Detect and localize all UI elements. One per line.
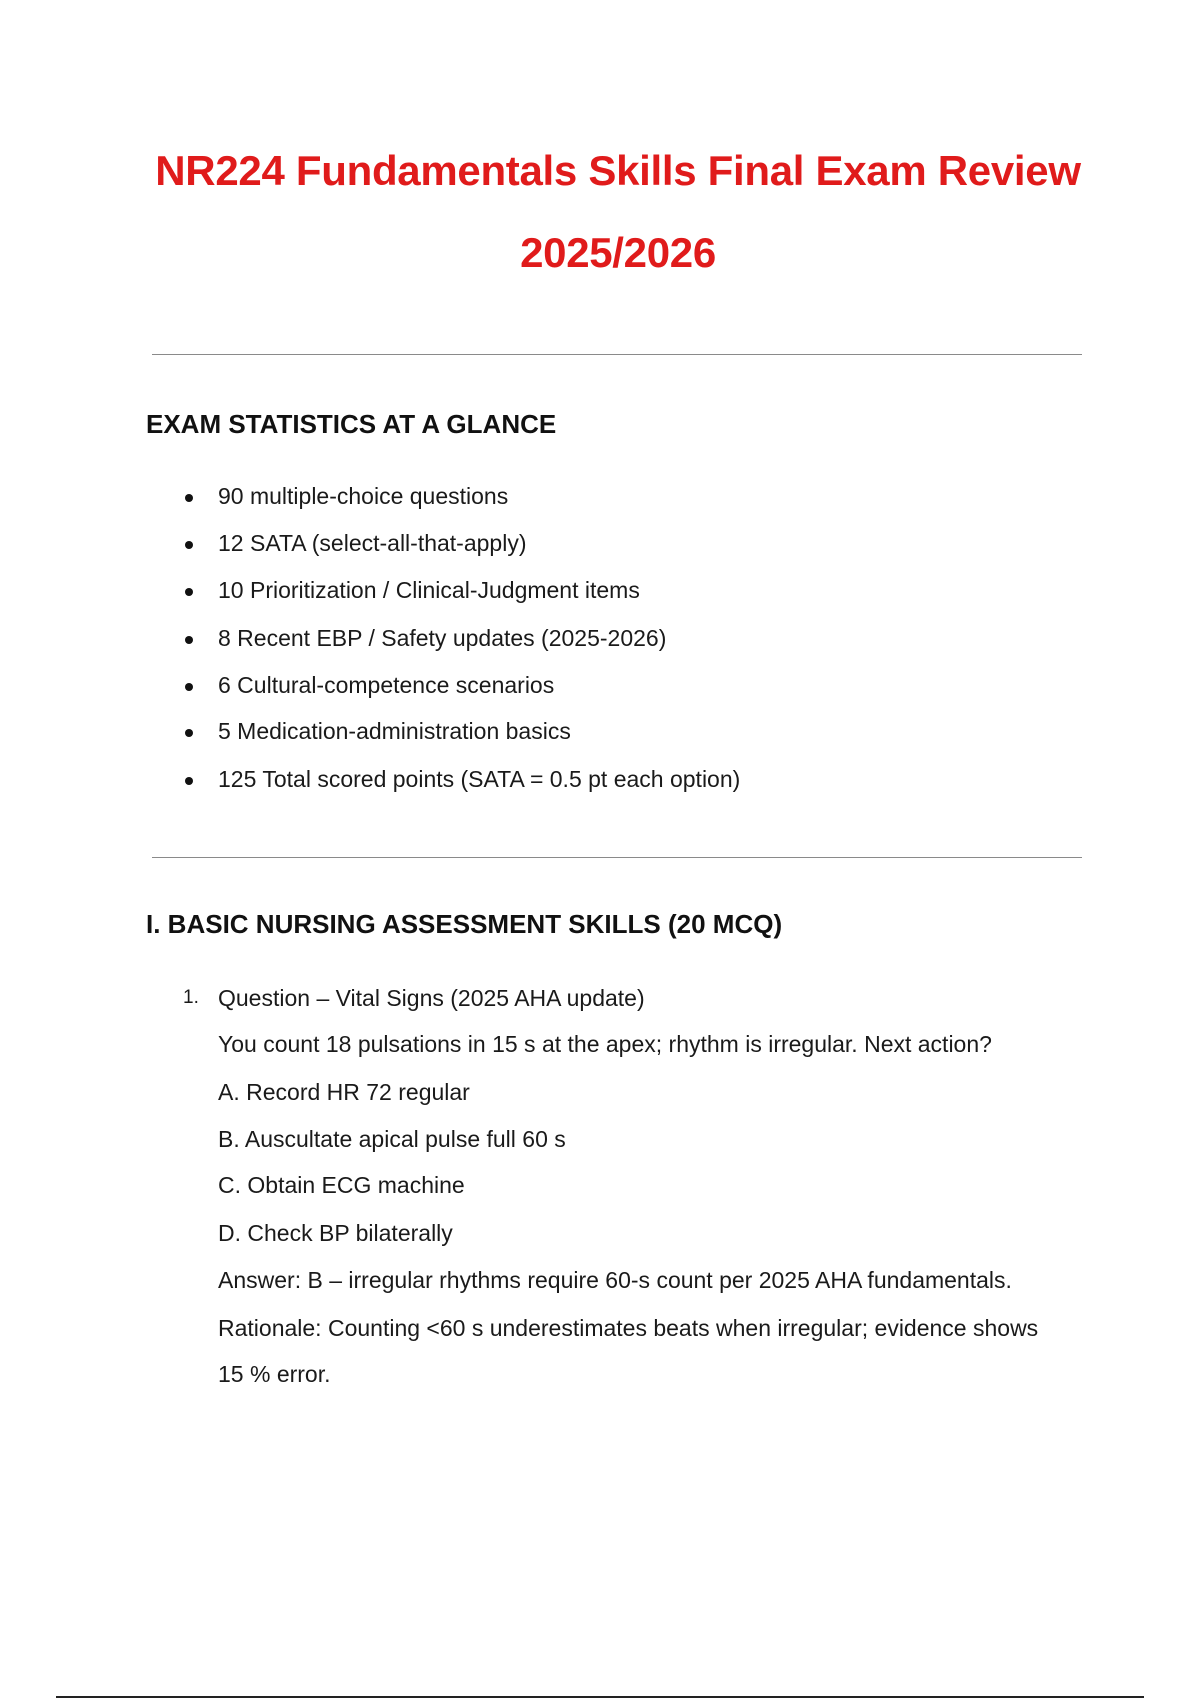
answer-option: A. Record HR 72 regular: [218, 1079, 470, 1105]
list-item: [0, 759, 1200, 799]
divider: [152, 857, 1082, 858]
question-stem: You count 18 pulsations in 15 s at the apex; rhythm is irregular. Next action?: [218, 1031, 992, 1057]
list-item-text: 6 Cultural-competence scenarios: [218, 672, 555, 698]
list-item: [0, 476, 1200, 516]
bullet-icon: [185, 588, 193, 596]
section-heading: I. BASIC NURSING ASSESSMENT SKILLS (20 MCQ): [146, 909, 783, 939]
page-bottom-rule: [56, 1696, 1144, 1698]
list-item: [0, 570, 1200, 610]
list-item: [0, 523, 1200, 563]
list-item: [0, 665, 1200, 705]
question-title: Question – Vital Signs (2025 AHA update): [218, 985, 645, 1011]
bullet-icon: [185, 683, 193, 691]
list-item-text: 125 Total scored points (SATA = 0.5 pt each option): [218, 766, 741, 792]
list-item: [0, 618, 1200, 658]
document-title: NR224 Fundamentals Skills Final Exam Review: [155, 147, 1081, 194]
question-number: 1.: [183, 987, 199, 1008]
list-item-text: 10 Prioritization / Clinical-Judgment items: [218, 577, 640, 603]
bullet-icon: [185, 494, 193, 502]
list-item-text: 5 Medication-administration basics: [218, 718, 571, 744]
answer-option: D. Check BP bilaterally: [218, 1220, 453, 1246]
list-item-text: 8 Recent EBP / Safety updates (2025-2026): [218, 625, 667, 651]
rationale-text-continued: 15 % error.: [218, 1361, 331, 1387]
answer-option: C. Obtain ECG machine: [218, 1172, 465, 1198]
bullet-icon: [185, 541, 193, 549]
divider: [152, 354, 1082, 355]
list-item-text: 12 SATA (select-all-that-apply): [218, 530, 527, 556]
bullet-icon: [185, 729, 193, 737]
answer-text: Answer: B – irregular rhythms require 60-s count per 2025 AHA fundamentals.: [218, 1267, 1012, 1293]
rationale-text: Rationale: Counting <60 s underestimates beats when irregular; evidence shows: [218, 1315, 1039, 1341]
list-item-text: 90 multiple-choice questions: [218, 483, 509, 509]
bullet-icon: [185, 777, 193, 785]
bullet-icon: [185, 636, 193, 644]
stats-heading: EXAM STATISTICS AT A GLANCE: [146, 409, 557, 439]
answer-option: B. Auscultate apical pulse full 60 s: [218, 1126, 566, 1152]
document-title-year: 2025/2026: [520, 229, 716, 276]
list-item: [0, 711, 1200, 751]
